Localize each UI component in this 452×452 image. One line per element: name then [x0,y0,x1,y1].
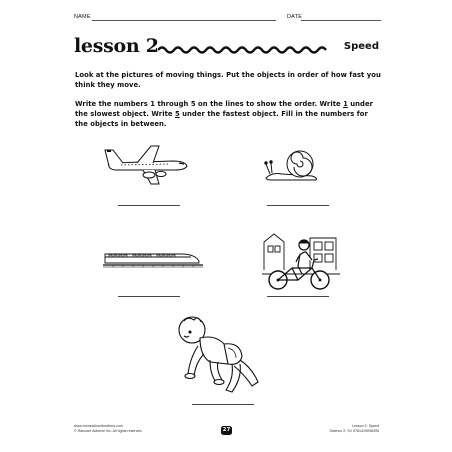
name-field[interactable] [92,20,276,21]
footer-website: www.homeschoolbrothers.com [74,424,123,428]
instruction-paragraph-2 [75,99,381,130]
answer-line-train[interactable] [118,296,180,297]
wavy-divider [158,45,328,55]
answer-line-snail[interactable] [267,205,329,206]
footer-right [329,424,379,433]
instruction-paragraph-1: Look at the pictures of moving things. Put the objects in order of how fast you think they move. [75,71,381,90]
answer-line-baby[interactable] [192,404,254,405]
footer-copyright: © Harcourt Achieve Inc. All rights reserved. [74,428,143,433]
train-icon [103,245,203,269]
instruction-text: Write the numbers 1 through 5 on the lines to show the order. Write [75,100,344,108]
snail-icon [262,142,322,184]
topic-title: Speed [343,41,379,52]
footer-book: Science 2, SV 9781419098495 [329,428,379,433]
number-five: 5 [174,110,180,119]
answer-line-bicycle[interactable] [267,296,329,297]
crawling-baby-icon [170,312,266,394]
instruction-text: under the slowest object. Write [75,100,374,119]
date-label: DATE [287,14,303,20]
page-number: 27 [222,427,231,433]
lesson-title: lesson 2 [74,35,159,57]
name-label: NAME [74,14,91,20]
number-one: 1 [343,100,348,108]
instruction-text: under the fastest object. Fill in the numbers for the objects in between. [75,110,368,129]
answer-line-airplane[interactable] [118,205,180,206]
footer-lesson: Lesson 2: Speed [352,424,379,428]
bicycle-rider-icon [262,230,340,292]
footer-left [74,424,142,433]
airplane-icon [103,142,189,188]
date-field[interactable] [301,20,381,21]
